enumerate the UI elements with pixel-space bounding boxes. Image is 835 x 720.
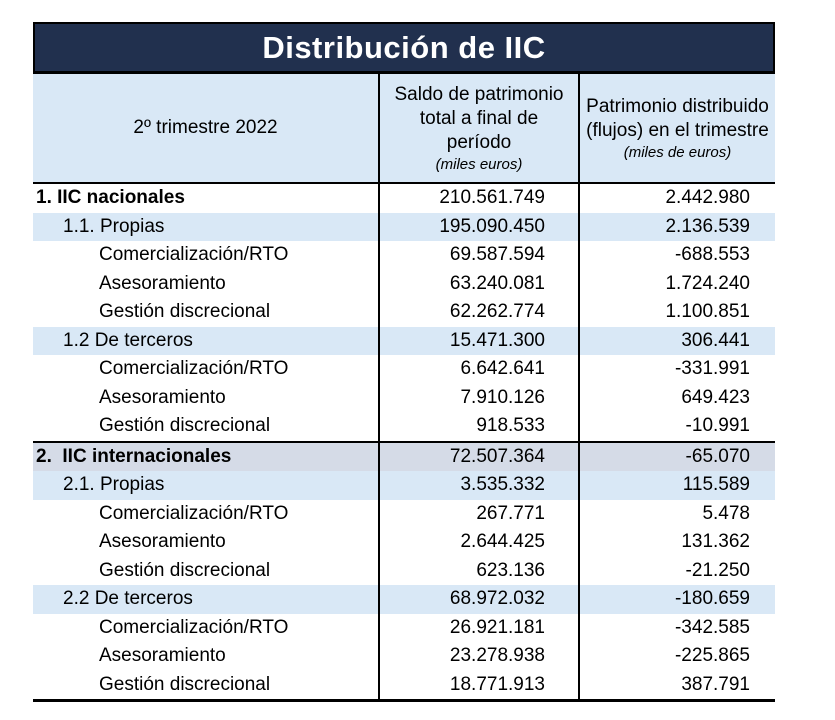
flujos-value [578,298,775,327]
saldo-value-text: 2.644.425 [460,531,545,553]
row-label [33,355,378,384]
flujos-value-text: 2.442.980 [665,187,750,209]
flujos-value [578,384,775,413]
table-row [33,642,775,671]
table-row [33,241,775,270]
saldo-value-text: 72.507.364 [449,445,545,467]
row-label [33,642,378,671]
row-label-text: Asesoramiento [99,645,226,667]
saldo-value-text: 23.278.938 [449,645,545,667]
flujos-value [578,241,775,270]
row-label [33,213,378,242]
row-label-text: Asesoramiento [99,272,226,294]
flujos-value-text: 2.136.539 [665,215,750,237]
flujos-value [578,443,775,472]
saldo-value [378,443,578,472]
row-label-text: Comercialización/RTO [99,358,289,380]
saldo-value-text: 210.561.749 [439,187,545,209]
flujos-value-text: -342.585 [674,616,750,638]
table-row [33,557,775,586]
saldo-value [378,585,578,614]
saldo-value-text: 918.533 [476,415,545,437]
table-row [33,585,775,614]
row-label [33,327,378,356]
saldo-value [378,270,578,299]
table-row [33,184,775,213]
flujos-value [578,355,775,384]
saldo-value [378,355,578,384]
header-saldo-cell [378,74,578,182]
row-label [33,500,378,529]
row-label-text: Gestión discrecional [99,673,271,695]
table-body [33,184,775,699]
saldo-value [378,528,578,557]
flujos-value [578,585,775,614]
row-label [33,671,378,700]
row-label [33,270,378,299]
row-label-text: Gestión discrecional [99,301,271,323]
flujos-value [578,412,775,441]
flujos-value [578,213,775,242]
row-label [33,471,378,500]
flujos-value-text: 1.724.240 [665,272,750,294]
table-row [33,213,775,242]
table-row [33,441,775,472]
table-title: Distribución de IIC [262,29,546,65]
saldo-value-text: 68.972.032 [449,588,545,610]
row-label-text: Gestión discrecional [99,415,271,437]
row-label-text: Asesoramiento [99,531,226,553]
flujos-value-text: -688.553 [674,244,750,266]
flujos-value [578,671,775,700]
flujos-value [578,270,775,299]
row-label-text: 1. IIC nacionales [36,187,185,209]
flujos-value-text: 649.423 [681,386,750,408]
saldo-value-text: 267.771 [476,502,545,524]
flujos-value-text: -225.865 [674,645,750,667]
row-label [33,412,378,441]
table-row [33,614,775,643]
table-title-bar [33,22,775,74]
flujos-value [578,642,775,671]
flujos-value-text: 1.100.851 [665,301,750,323]
row-label [33,384,378,413]
row-label [33,585,378,614]
row-label-text: 2.2 De terceros [63,588,193,610]
table-row [33,270,775,299]
row-label-text: Comercialización/RTO [99,616,289,638]
row-label-text: Gestión discrecional [99,559,271,581]
period-label: 2º trimestre 2022 [133,117,278,138]
row-label [33,614,378,643]
table-row [33,471,775,500]
saldo-value-text: 62.262.774 [449,301,545,323]
saldo-value [378,671,578,700]
table-row [33,298,775,327]
table-row [33,412,775,441]
flujos-value-text: 131.362 [681,531,750,553]
flujos-value [578,528,775,557]
flujos-value [578,327,775,356]
saldo-value [378,614,578,643]
flujos-value-text: -180.659 [674,588,750,610]
row-label-text: 2. IIC internacionales [36,445,232,467]
saldo-value-text: 195.090.450 [439,215,545,237]
flujos-value-text: -21.250 [685,559,750,581]
flujos-value [578,471,775,500]
saldo-value [378,642,578,671]
row-label [33,557,378,586]
flujos-value-text: -65.070 [685,445,750,467]
table-row [33,355,775,384]
flujos-column-title: Patrimonio distribuido (flujos) en el trimestre [586,95,769,141]
row-label-text: Comercialización/RTO [99,502,289,524]
row-label [33,443,378,472]
flujos-value-text: -331.991 [674,358,750,380]
saldo-value [378,298,578,327]
flujos-value [578,557,775,586]
saldo-value-text: 26.921.181 [449,616,545,638]
table-row [33,327,775,356]
table-grid [33,74,775,702]
row-label-text: 1.1. Propias [63,215,165,237]
saldo-value-text: 15.471.300 [449,329,545,351]
saldo-value-text: 6.642.641 [460,358,545,380]
flujos-column-unit: (miles de euros) [623,143,732,161]
table-row [33,384,775,413]
row-label-text: Asesoramiento [99,386,226,408]
saldo-value [378,184,578,213]
row-label-text: 1.2 De terceros [63,329,193,351]
row-label [33,528,378,557]
iic-distribution-table [33,22,775,702]
flujos-value-text: 5.478 [702,502,750,524]
flujos-value-text: 387.791 [681,673,750,695]
row-label [33,184,378,213]
saldo-column-unit: (miles euros) [435,155,523,173]
saldo-value [378,557,578,586]
saldo-value [378,500,578,529]
table-row [33,528,775,557]
table-row [33,500,775,529]
saldo-value [378,213,578,242]
header-period-cell [33,74,378,182]
saldo-value [378,384,578,413]
header-flujos-cell [578,74,775,182]
flujos-value-text: 306.441 [681,329,750,351]
flujos-value [578,614,775,643]
flujos-value [578,184,775,213]
saldo-value-text: 7.910.126 [460,386,545,408]
saldo-value [378,327,578,356]
saldo-value [378,471,578,500]
saldo-value-text: 69.587.594 [449,244,545,266]
row-label [33,241,378,270]
flujos-value-text: 115.589 [682,474,750,496]
table-row [33,671,775,700]
row-label [33,298,378,327]
saldo-value [378,412,578,441]
flujos-value-text: -10.991 [685,415,750,437]
saldo-column-title: Saldo de patrimonio total a final de período [394,83,564,153]
saldo-value-text: 18.771.913 [449,673,545,695]
table-header-row [33,74,775,184]
flujos-value [578,500,775,529]
saldo-value [378,241,578,270]
saldo-value-text: 3.535.332 [460,474,545,496]
row-label-text: Comercialización/RTO [99,244,289,266]
saldo-value-text: 63.240.081 [449,272,545,294]
row-label-text: 2.1. Propias [63,474,165,496]
saldo-value-text: 623.136 [476,559,545,581]
